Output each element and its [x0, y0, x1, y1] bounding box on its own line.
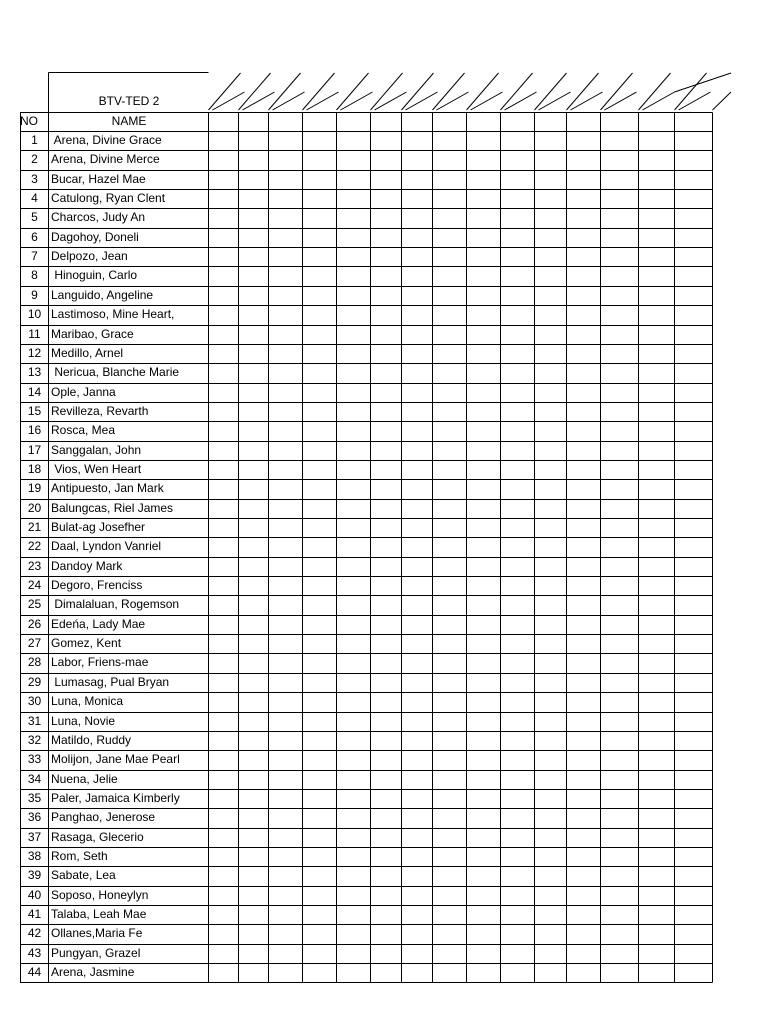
date-slash-line [601, 73, 633, 110]
date-slash-line [675, 73, 732, 92]
row-number: 29 [27, 674, 42, 689]
row-number: 38 [27, 848, 42, 863]
date-slash-line [341, 92, 373, 110]
row-number: 10 [27, 307, 42, 322]
student-name: Bulat-ag Josefher [51, 520, 146, 534]
student-name: Gomez, Kent [51, 636, 122, 651]
student-name: Degoro, Frenciss [51, 578, 143, 593]
date-slash-line [467, 73, 499, 110]
row-number: 19 [27, 481, 42, 496]
student-name: Nericua, Blanche Marie [51, 365, 180, 380]
row-number: 28 [27, 655, 42, 670]
date-slash-line [675, 73, 707, 110]
date-slash-line [501, 73, 533, 110]
row-number: 32 [27, 732, 42, 747]
date-slash-line [243, 92, 275, 110]
date-slash-line [406, 92, 438, 110]
row-number: 6 [31, 229, 38, 244]
row-number: 33 [27, 752, 42, 767]
row-number: 2 [31, 152, 38, 167]
student-name: Dandoy Mark [51, 558, 123, 573]
student-name: Ople, Janna [51, 384, 116, 399]
date-slash-line [605, 92, 637, 110]
student-name: Paler, Jamaica Kimberly [51, 790, 180, 805]
date-slash-line [402, 73, 434, 110]
student-name: Arena, Jasmine [51, 965, 135, 980]
student-name: Talaba, Leah Mae [51, 907, 147, 921]
row-number: 42 [27, 926, 42, 941]
student-name: Arena, Divine Merce [51, 152, 160, 167]
row-number: 11 [28, 326, 41, 341]
date-slash-line [567, 73, 599, 110]
student-name: Charcos, Judy An [51, 210, 146, 225]
date-slash-line [337, 73, 369, 110]
student-name: Lastimoso, Mine Heart, [51, 307, 175, 322]
student-name: Vios, Wen Heart [51, 461, 142, 476]
row-number: 37 [27, 829, 42, 844]
row-number: 7 [31, 249, 38, 264]
row-number: 39 [27, 868, 42, 883]
date-slash-line [535, 73, 567, 110]
student-name: Arena, Divine Grace [51, 133, 162, 147]
student-name: Hinoguin, Carlo [51, 268, 138, 283]
row-number: 13 [27, 365, 42, 380]
row-number: 20 [27, 500, 42, 515]
student-name: Matildo, Ruddy [51, 732, 132, 747]
student-name: Balungcas, Riel James [51, 500, 174, 515]
date-slash-line [437, 92, 469, 110]
row-number: 14 [27, 384, 42, 399]
student-name: Pungyan, Grazel [51, 945, 141, 960]
date-slash-line [269, 73, 301, 110]
date-slash-line [713, 92, 732, 110]
row-number: 35 [27, 790, 42, 805]
date-slash-line [239, 73, 271, 110]
name-column-header: NAME [111, 114, 147, 128]
row-number: 27 [27, 636, 42, 651]
student-name: Antipuesto, Jan Mark [51, 481, 164, 496]
row-number: 12 [27, 345, 42, 360]
date-slash-line [303, 73, 335, 110]
row-number: 30 [27, 694, 42, 709]
row-number: 15 [27, 403, 42, 418]
date-slash-line [375, 92, 407, 110]
date-slash-line [273, 92, 305, 110]
date-slash-line [505, 92, 537, 110]
student-name: Luna, Monica [51, 694, 124, 709]
row-number: 4 [31, 191, 38, 206]
student-name: Dagohoy, Doneli [51, 229, 139, 244]
date-slash-line [679, 92, 711, 110]
row-number: 34 [27, 771, 42, 786]
student-name: Nuena, Jelie [51, 771, 118, 786]
student-name: Medillo, Arnel [51, 345, 124, 360]
row-number: 21 [27, 520, 42, 534]
student-name: Daal, Lyndon Vanriel [51, 539, 162, 554]
student-name: Ollanes,Maria Fe [51, 926, 143, 941]
row-number: 3 [31, 171, 38, 186]
row-number: 16 [27, 423, 42, 438]
date-slash-line [307, 92, 339, 110]
student-name: Bucar, Hazel Mae [51, 171, 146, 186]
student-name: Catulong, Ryan Clent [51, 191, 166, 206]
student-name: Sanggalan, John [51, 442, 142, 457]
student-name: Panghao, Jenerose [51, 810, 156, 825]
student-name: Rasaga, Glecerio [51, 829, 144, 844]
row-number: 22 [27, 539, 42, 554]
date-slash-line [639, 73, 671, 110]
student-name: Molijon, Jane Mae Pearl [51, 752, 180, 767]
student-name: Delpozo, Jean [51, 249, 128, 264]
date-slash-line [371, 73, 403, 110]
row-number: 8 [31, 268, 38, 283]
student-name: Soposo, Honeylyn [51, 887, 149, 902]
date-slash-line [213, 92, 245, 110]
student-name: Luna, Novie [51, 713, 116, 728]
row-number: 25 [27, 597, 42, 612]
row-number: 23 [27, 558, 42, 573]
student-name: Dimalaluan, Rogemson [51, 597, 180, 612]
date-slash-line [209, 73, 241, 110]
student-name: Maribao, Grace [51, 326, 134, 341]
row-number: 43 [27, 945, 42, 960]
row-number: 26 [27, 616, 42, 631]
row-number: 18 [27, 461, 42, 476]
row-number: 41 [27, 907, 42, 921]
date-slash-line [471, 92, 503, 110]
row-number: 31 [27, 713, 42, 728]
row-number: 1 [31, 133, 38, 147]
student-name: Sabate, Lea [51, 868, 116, 883]
student-name: Languido, Angeline [51, 287, 154, 302]
row-number: 40 [27, 887, 42, 902]
date-slash-line [571, 92, 603, 110]
student-name: Rosca, Mea [51, 423, 116, 438]
section-title: BTV-TED 2 [98, 94, 160, 108]
student-name: Revilleza, Revarth [51, 403, 149, 418]
date-slash-line [433, 73, 465, 110]
student-name: Edeńa, Lady Mae [51, 616, 146, 631]
row-number: 17 [27, 442, 42, 457]
date-slash-line [643, 92, 675, 110]
row-number: 24 [27, 578, 42, 593]
student-name: Lumasag, Pual Bryan [51, 674, 170, 689]
student-name: Rom, Seth [51, 848, 108, 863]
row-number: 5 [31, 210, 38, 225]
date-slash-line [539, 92, 571, 110]
row-number: 9 [31, 287, 38, 302]
row-number: 36 [27, 810, 42, 825]
row-number: 44 [27, 965, 42, 980]
student-name: Labor, Friens-mae [51, 655, 149, 670]
no-column-header: NO [20, 114, 38, 128]
